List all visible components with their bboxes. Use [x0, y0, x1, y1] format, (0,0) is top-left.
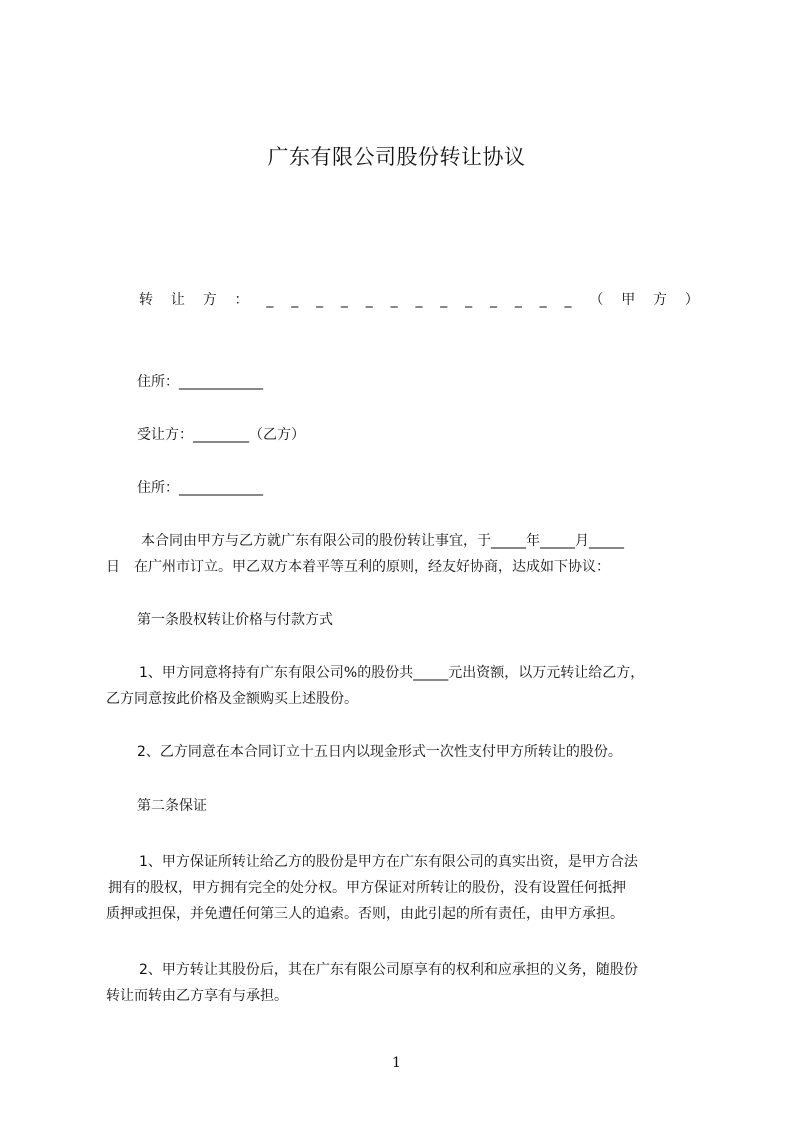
transferor-char: _	[340, 292, 348, 308]
transferor-char: _	[539, 292, 547, 308]
transferor-char: _	[390, 292, 398, 308]
page-number: 1	[392, 1055, 401, 1071]
article1-clause2: 2、乙方同意在本合同订立十五日内以现金形式一次性支付甲方所转让的股份。	[137, 744, 622, 760]
article1-clause1-line2: 乙方同意按此价格及金额购买上述股份。	[106, 691, 358, 707]
transferor-char: _	[564, 292, 572, 308]
transferor-address: 住所：____________	[137, 374, 263, 390]
article1-clause1-line1: 1、甲方同意将持有广东有限公司%的股份共_____元出资额，以万元转让给乙方，	[139, 665, 645, 681]
intro-line-1: 本合同由甲方与乙方就广东有限公司的股份转让事宜，于_____年_____月_____	[141, 533, 624, 549]
transferor-char: 让	[170, 292, 185, 308]
article2-clause1-line1: 1、甲方保证所转让给乙方的股份是甲方在广东有限公司的真实出资，是甲方合法	[139, 854, 638, 870]
article2-clause1-line3: 质押或担保，并免遭任何第三人的追索。否则，由此引起的所有责任，由甲方承担。	[106, 906, 624, 922]
transferor-char: （	[589, 292, 604, 308]
article1-heading: 第一条股权转让价格与付款方式	[137, 612, 333, 628]
transferor-char: _	[440, 292, 448, 308]
article2-clause2-line1: 2、甲方转让其股份后，其在广东有限公司原享有的权利和应承担的义务，随股份	[139, 962, 638, 978]
article2-heading: 第二条保证	[137, 798, 207, 814]
intro-line-2: 日 在广州市订立。甲乙双方本着平等互利的原则，经友好协商，达成如下协议：	[106, 559, 610, 575]
transferor-char: ）	[684, 292, 699, 308]
transferee-address: 住所：____________	[137, 480, 263, 496]
transferee-line: 受让方：________（乙方）	[137, 427, 305, 443]
transferor-char: 甲	[621, 292, 636, 308]
transferor-char: _	[465, 292, 473, 308]
transferor-char: _	[489, 292, 497, 308]
transferor-char: _	[415, 292, 423, 308]
transferor-char: _	[316, 292, 324, 308]
transferor-char: _	[291, 292, 299, 308]
transferor-char: _	[365, 292, 373, 308]
transferor-char: 方	[653, 292, 668, 308]
transferor-char: _	[514, 292, 522, 308]
article2-clause1-line2: 拥有的股权，甲方拥有完全的处分权。甲方保证对所转让的股份，没有设置任何抵押	[108, 880, 626, 896]
article2-clause2-line2: 转让而转由乙方享有与承担。	[106, 988, 288, 1004]
transferor-char: _	[266, 292, 274, 308]
document-title: 广东有限公司股份转让协议	[267, 145, 526, 169]
transferor-char: 方	[202, 292, 217, 308]
transferor-char: ：	[234, 292, 249, 308]
transferor-line	[139, 288, 699, 312]
transferor-char: 转	[139, 292, 153, 308]
